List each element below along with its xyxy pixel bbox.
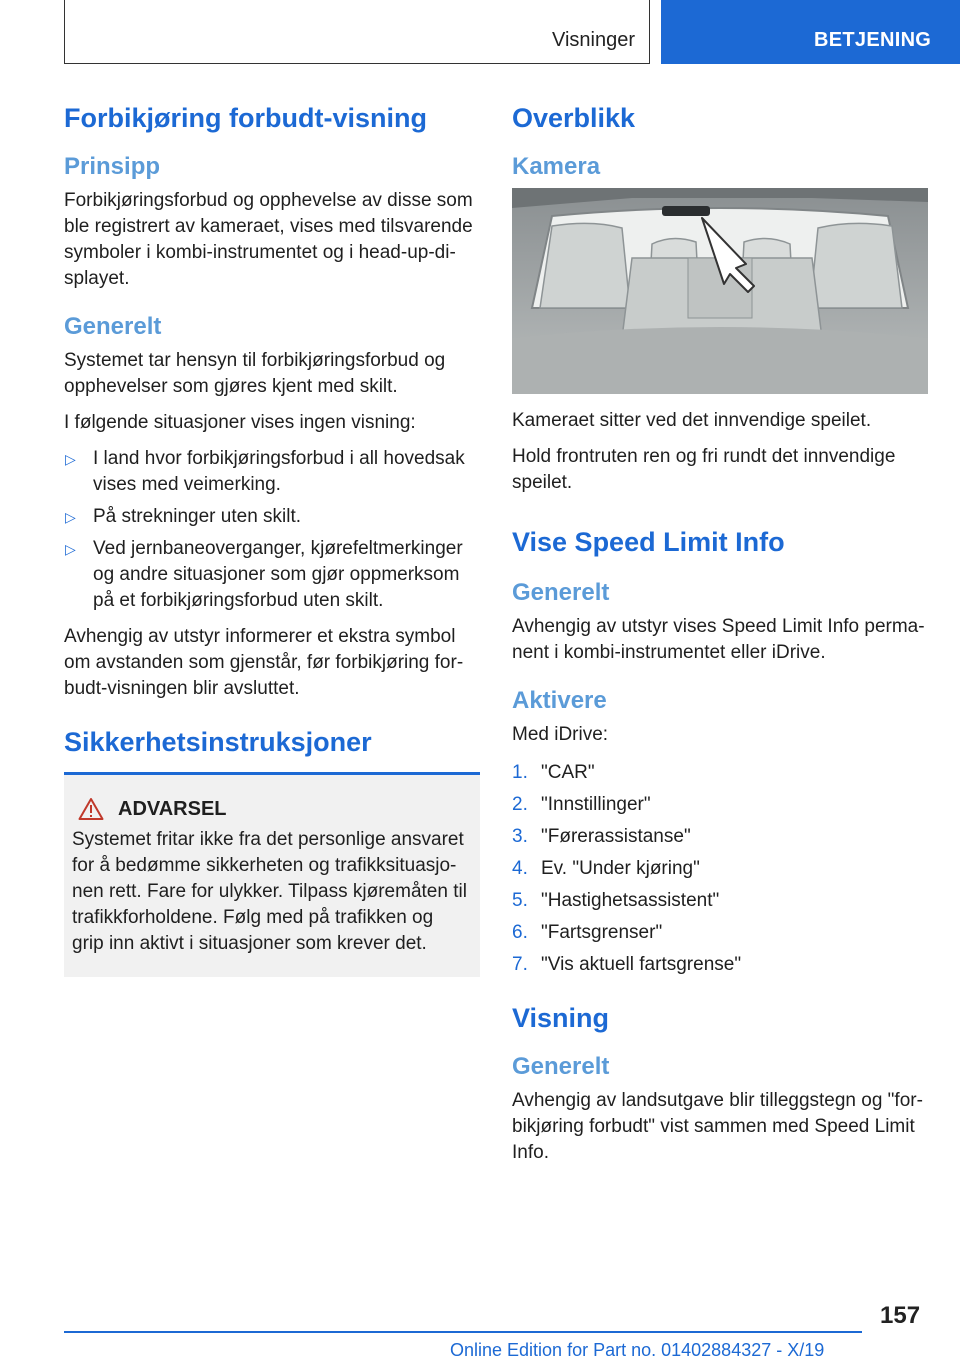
camera-location-photo [512,188,928,394]
list-item: 5. "Hastighetsassistent" [512,890,720,911]
list-item: 1. "CAR" [512,762,595,783]
para-visning: Avhengig av landsutgave blir tilleggstegn og "for-bikjøring forbudt" vist sammen med Speed Limit Info. [512,1090,923,1163]
heading-vise-speed-limit: Vise Speed Limit Info [512,527,785,557]
list-item: 4. Ev. "Under kjøring" [512,858,700,879]
right-column [512,100,928,1176]
list-item: ▷ På strekninger uten skilt. [64,504,480,530]
heading-overblikk: Overblikk [512,103,636,133]
para-kamera-1: Kameraet sitter ved det innvendige speilet. [512,410,872,431]
heading-visning: Visning [512,1003,610,1033]
para-prinsipp: Forbikjøringsforbud og opphevelse av disse som ble registrert av kameraet, vises med tilsvarende symboler i kombi-instrumentet og i head-up-di-splayet. [64,190,473,289]
warning-title: ADVARSEL [72,797,470,821]
list-item: 3. "Førerassistanse" [512,826,691,847]
header-chapter-title: BETJENING [814,29,932,51]
list-item: 7. "Vis aktuell fartsgrense" [512,954,742,975]
para-kamera-2: Hold frontruten ren og fri rundt det innvendige speilet. [512,446,896,493]
header-chapter-tab[interactable] [661,0,960,64]
heading-generelt-right: Generelt [512,579,610,606]
heading-prinsipp: Prinsipp [64,153,161,180]
para-generelt-2: I følgende situasjoner vises ingen visning: [64,412,416,433]
activation-steps [512,760,928,978]
triangle-bullet-icon: ▷ [65,541,76,557]
warning-text: Systemet fritar ikke fra det personlige ansvaret for å bedømme sikkerheten og trafikksituasjo-nen rett. Fare for ulykker. Tilpass kjøremåten til trafikkforholdene. Følg med på trafikken og grip inn aktivt i situasjoner som krever det. [72,829,467,954]
header-section-box [64,0,650,64]
header-section-title: Visninger [551,29,635,51]
heading-sikkerhet: Sikkerhetsinstruksjoner [64,727,372,757]
footer-edition[interactable]: Online Edition for Part no. 01402884327 - X/19 [450,1340,825,1360]
left-column [64,100,480,977]
list-item: ▷ I land hvor forbikjøringsforbud i all hovedsak vises med veimerking. [65,448,465,495]
footer-divider [64,1331,862,1333]
para-generelt-right: Avhengig av utstyr vises Speed Limit Info perma-nent i kombi-instrumentet eller iDrive. [512,616,925,663]
situations-list [64,446,480,614]
para-generelt-1: Systemet tar hensyn til forbikjøringsforbud og opphevelser som gjøres kjent med skilt. [64,350,446,397]
triangle-bullet-icon: ▷ [65,451,76,467]
list-item: ▷ Ved jernbaneoverganger, kjørefeltmerkinger og andre situasjoner som gjør oppmerksom på et forbikjøringsforbud uten skilt. [65,538,463,611]
heading-kamera: Kamera [512,153,601,180]
warning-triangle-icon [78,797,104,821]
heading-aktivere: Aktivere [512,687,607,714]
heading-forbikjoring: Forbikjøring forbudt-visning [64,103,427,133]
heading-generelt-visning: Generelt [512,1053,610,1080]
list-item: 6. "Fartsgrenser" [512,922,663,943]
list-item: 2. "Innstillinger" [512,794,651,815]
page-number: 157 [880,1302,921,1329]
heading-generelt-left: Generelt [64,313,162,340]
warning-box [64,772,480,977]
para-aktivere: Med iDrive: [512,724,609,745]
triangle-bullet-icon: ▷ [65,509,76,525]
para-generelt-3: Avhengig av utstyr informerer et ekstra symbol om avstanden som gjenstår, før forbikjøring for-budt-visningen blir avsluttet. [64,626,464,699]
